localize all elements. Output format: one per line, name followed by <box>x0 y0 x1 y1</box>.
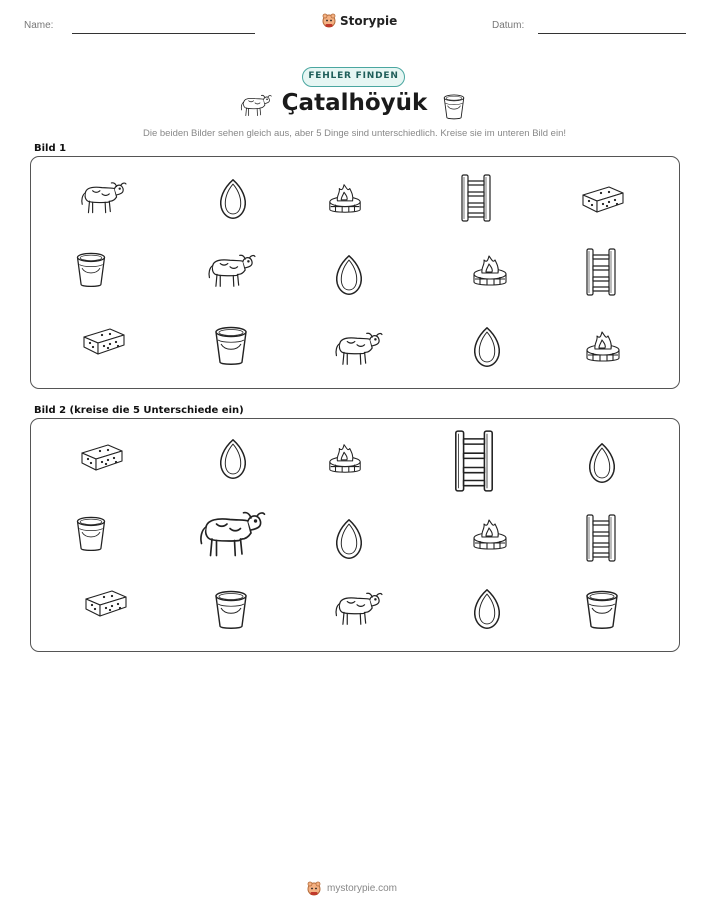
bucket-icon[interactable] <box>211 585 251 635</box>
name-field[interactable] <box>72 33 255 34</box>
bucket-icon <box>211 321 251 371</box>
brick-icon <box>579 181 627 217</box>
brick-icon <box>79 323 129 359</box>
bull-icon[interactable] <box>194 501 266 565</box>
ladder-icon <box>456 173 496 223</box>
firepit-icon <box>326 177 364 219</box>
bucket-icon <box>73 247 109 293</box>
activity-badge: FEHLER FINDEN <box>302 67 405 87</box>
footer <box>307 881 397 896</box>
page-title: Çatalhöyük <box>281 90 428 116</box>
brick-icon[interactable] <box>77 439 127 475</box>
bull-icon <box>204 247 256 293</box>
picture1-panel <box>30 156 680 389</box>
firepit-icon[interactable] <box>470 513 510 555</box>
footer-url[interactable]: mystorypie.com <box>327 883 398 894</box>
date-label: Datum: <box>492 20 525 31</box>
almond-icon[interactable] <box>471 587 503 631</box>
bull-icon <box>77 175 127 219</box>
bucket-icon[interactable] <box>73 511 109 557</box>
bucket-icon <box>441 92 467 122</box>
firepit-icon <box>470 249 510 291</box>
firepit-icon <box>583 325 623 367</box>
almond-icon[interactable] <box>217 437 249 481</box>
almond-icon <box>471 325 503 369</box>
almond-icon[interactable] <box>586 441 618 485</box>
date-field[interactable] <box>538 33 686 34</box>
firepit-icon[interactable] <box>326 437 364 479</box>
bucket-icon[interactable] <box>582 585 622 635</box>
bull-icon <box>331 325 383 371</box>
ladder-icon[interactable] <box>448 427 500 495</box>
almond-icon[interactable] <box>333 517 365 561</box>
storypie-mascot-icon <box>307 881 321 896</box>
name-label: Name: <box>24 20 54 31</box>
picture2-label: Bild 2 (kreise die 5 Unterschiede ein) <box>34 405 244 416</box>
ladder-icon[interactable] <box>581 513 621 563</box>
bull-icon[interactable] <box>331 585 383 631</box>
almond-icon <box>217 177 249 221</box>
picture2-panel[interactable] <box>30 418 680 652</box>
ladder-icon <box>581 247 621 297</box>
brand-logo <box>322 13 397 28</box>
brick-icon[interactable] <box>81 585 131 621</box>
brand-name: Storypie <box>340 13 398 28</box>
picture1-label: Bild 1 <box>34 143 67 154</box>
instructions: Die beiden Bilder sehen gleich aus, aber 5 Dinge sind unterschiedlich. Kreise sie im unteren Bild ein! <box>143 128 566 139</box>
storypie-mascot-icon <box>322 13 336 28</box>
almond-icon <box>333 253 365 297</box>
